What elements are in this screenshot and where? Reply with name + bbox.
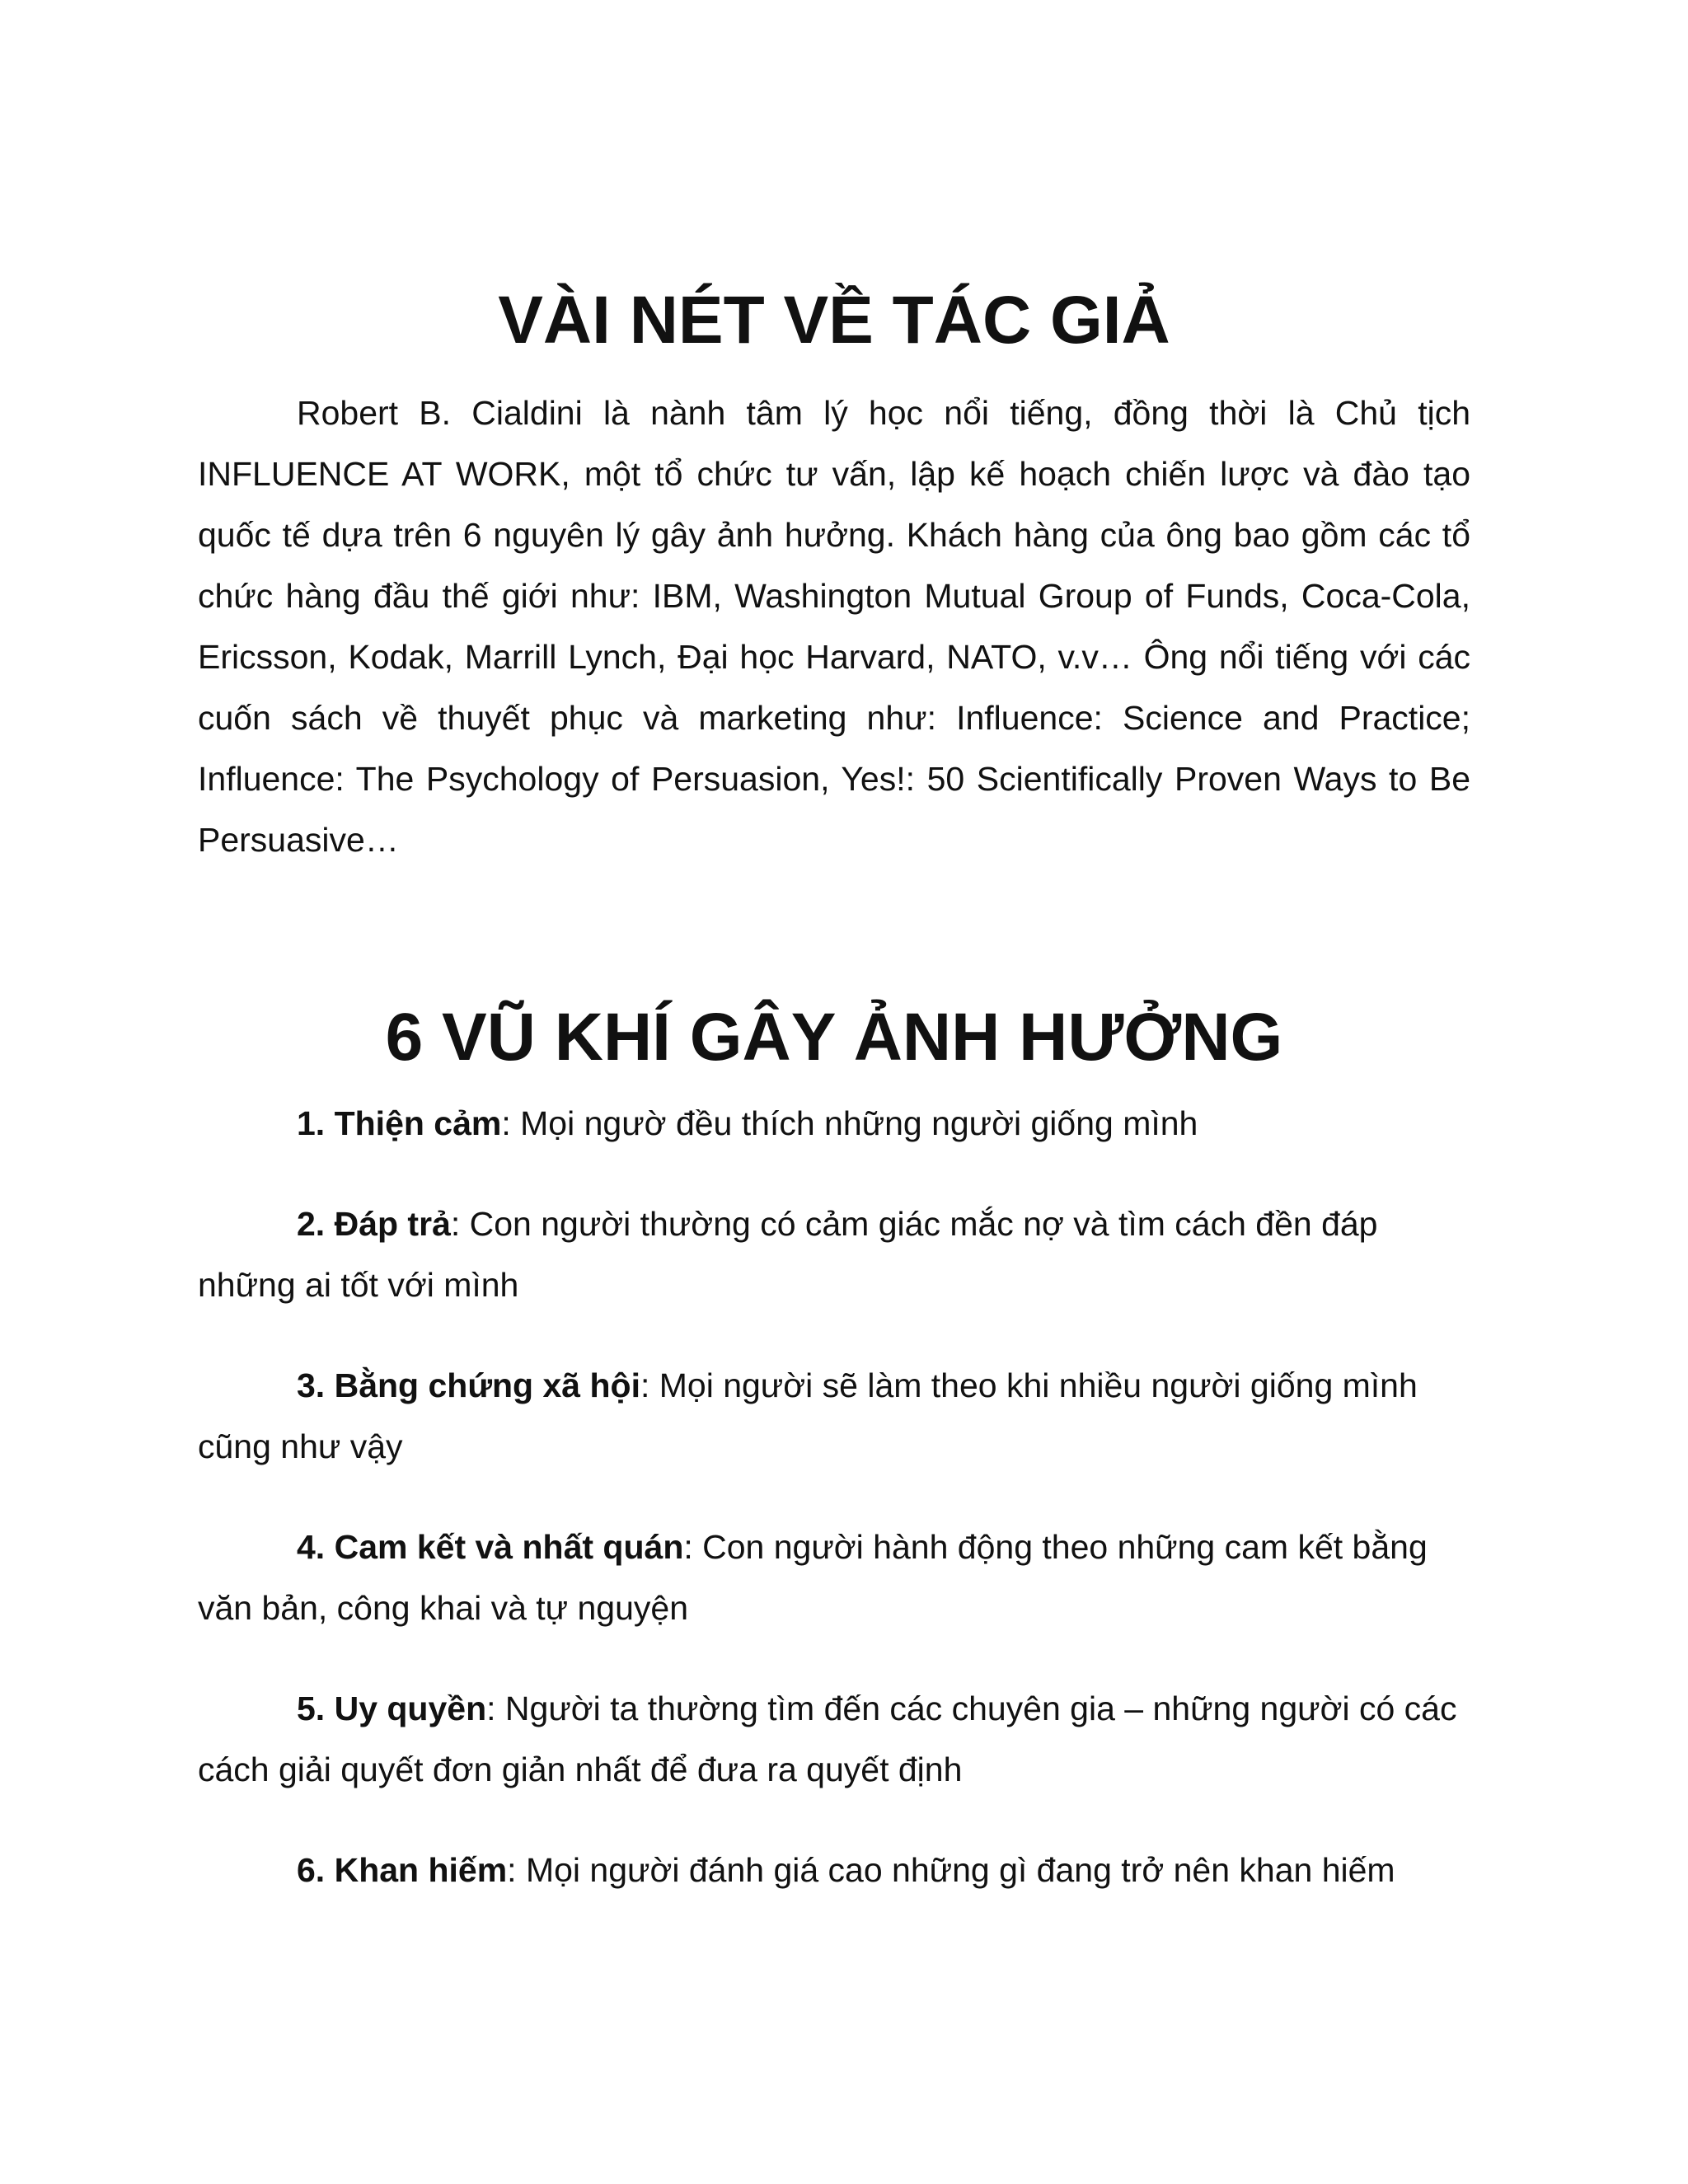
item-term: 2. Đáp trả	[297, 1205, 451, 1243]
list-item-liking	[198, 1093, 1470, 1154]
list-item-commitment	[198, 1516, 1470, 1638]
item-term: 3. Bằng chứng xã hội	[297, 1366, 640, 1404]
page-content	[198, 283, 1470, 1940]
item-term: 1. Thiện cảm	[297, 1104, 502, 1142]
list-item-social-proof	[198, 1355, 1470, 1477]
item-description: : Mọi người sẽ làm theo khi nhiều người giống mình cũng như vậy	[198, 1366, 1418, 1465]
item-term: 5. Uy quyền	[297, 1690, 487, 1727]
item-description: : Mọi người đánh giá cao những gì đang trở nên khan hiếm	[507, 1851, 1395, 1889]
list-item-scarcity	[198, 1840, 1470, 1900]
item-term: 4. Cam kết và nhất quán	[297, 1528, 684, 1566]
item-description: : Con người hành động theo những cam kết bằng văn bản, công khai và tự nguyện	[198, 1528, 1428, 1627]
weapons-list	[198, 1093, 1470, 1900]
item-description: : Con người thường có cảm giác mắc nợ và tìm cách đền đáp những ai tốt với mình	[198, 1205, 1378, 1304]
list-item-authority	[198, 1678, 1470, 1800]
list-item-reciprocity	[198, 1193, 1470, 1315]
author-section-title: VÀI NÉT VỀ TÁC GIẢ	[498, 283, 1170, 358]
item-description: : Mọi ngườ đều thích những người giống mình	[501, 1104, 1198, 1142]
item-description: : Người ta thường tìm đến các chuyên gia – những người có các cách giải quyết đơn giản nhất để đưa ra quyết định	[198, 1690, 1457, 1788]
item-term: 6. Khan hiếm	[297, 1851, 508, 1889]
weapons-section-title: 6 VŨ KHÍ GÂY ẢNH HƯỞNG	[385, 1000, 1283, 1075]
author-paragraph: Robert B. Cialdini là nành tâm lý học nổi tiếng, đồng thời là Chủ tịch INFLUENCE AT WORK, một tổ chức tư vấn, lập kế hoạch chiến lược và đào tạo quốc tế dựa trên 6 nguyên lý gây ảnh hưởng. Khách hàng của ông bao gồm các tổ chức hàng đầu thế giới như: IBM, Washington Mutual Group of Funds, Coca-Cola, Ericsson, Kodak, Marrill Lynch, Đại học Harvard, NATO, v.v… Ông nổi tiếng với các cuốn sách về thuyết phục và marketing như: Influence: Science and Practice; Influence: The Psychology of Persuasion, Yes!: 50 Scientifically Proven Ways to Be Persuasive…	[198, 394, 1470, 859]
